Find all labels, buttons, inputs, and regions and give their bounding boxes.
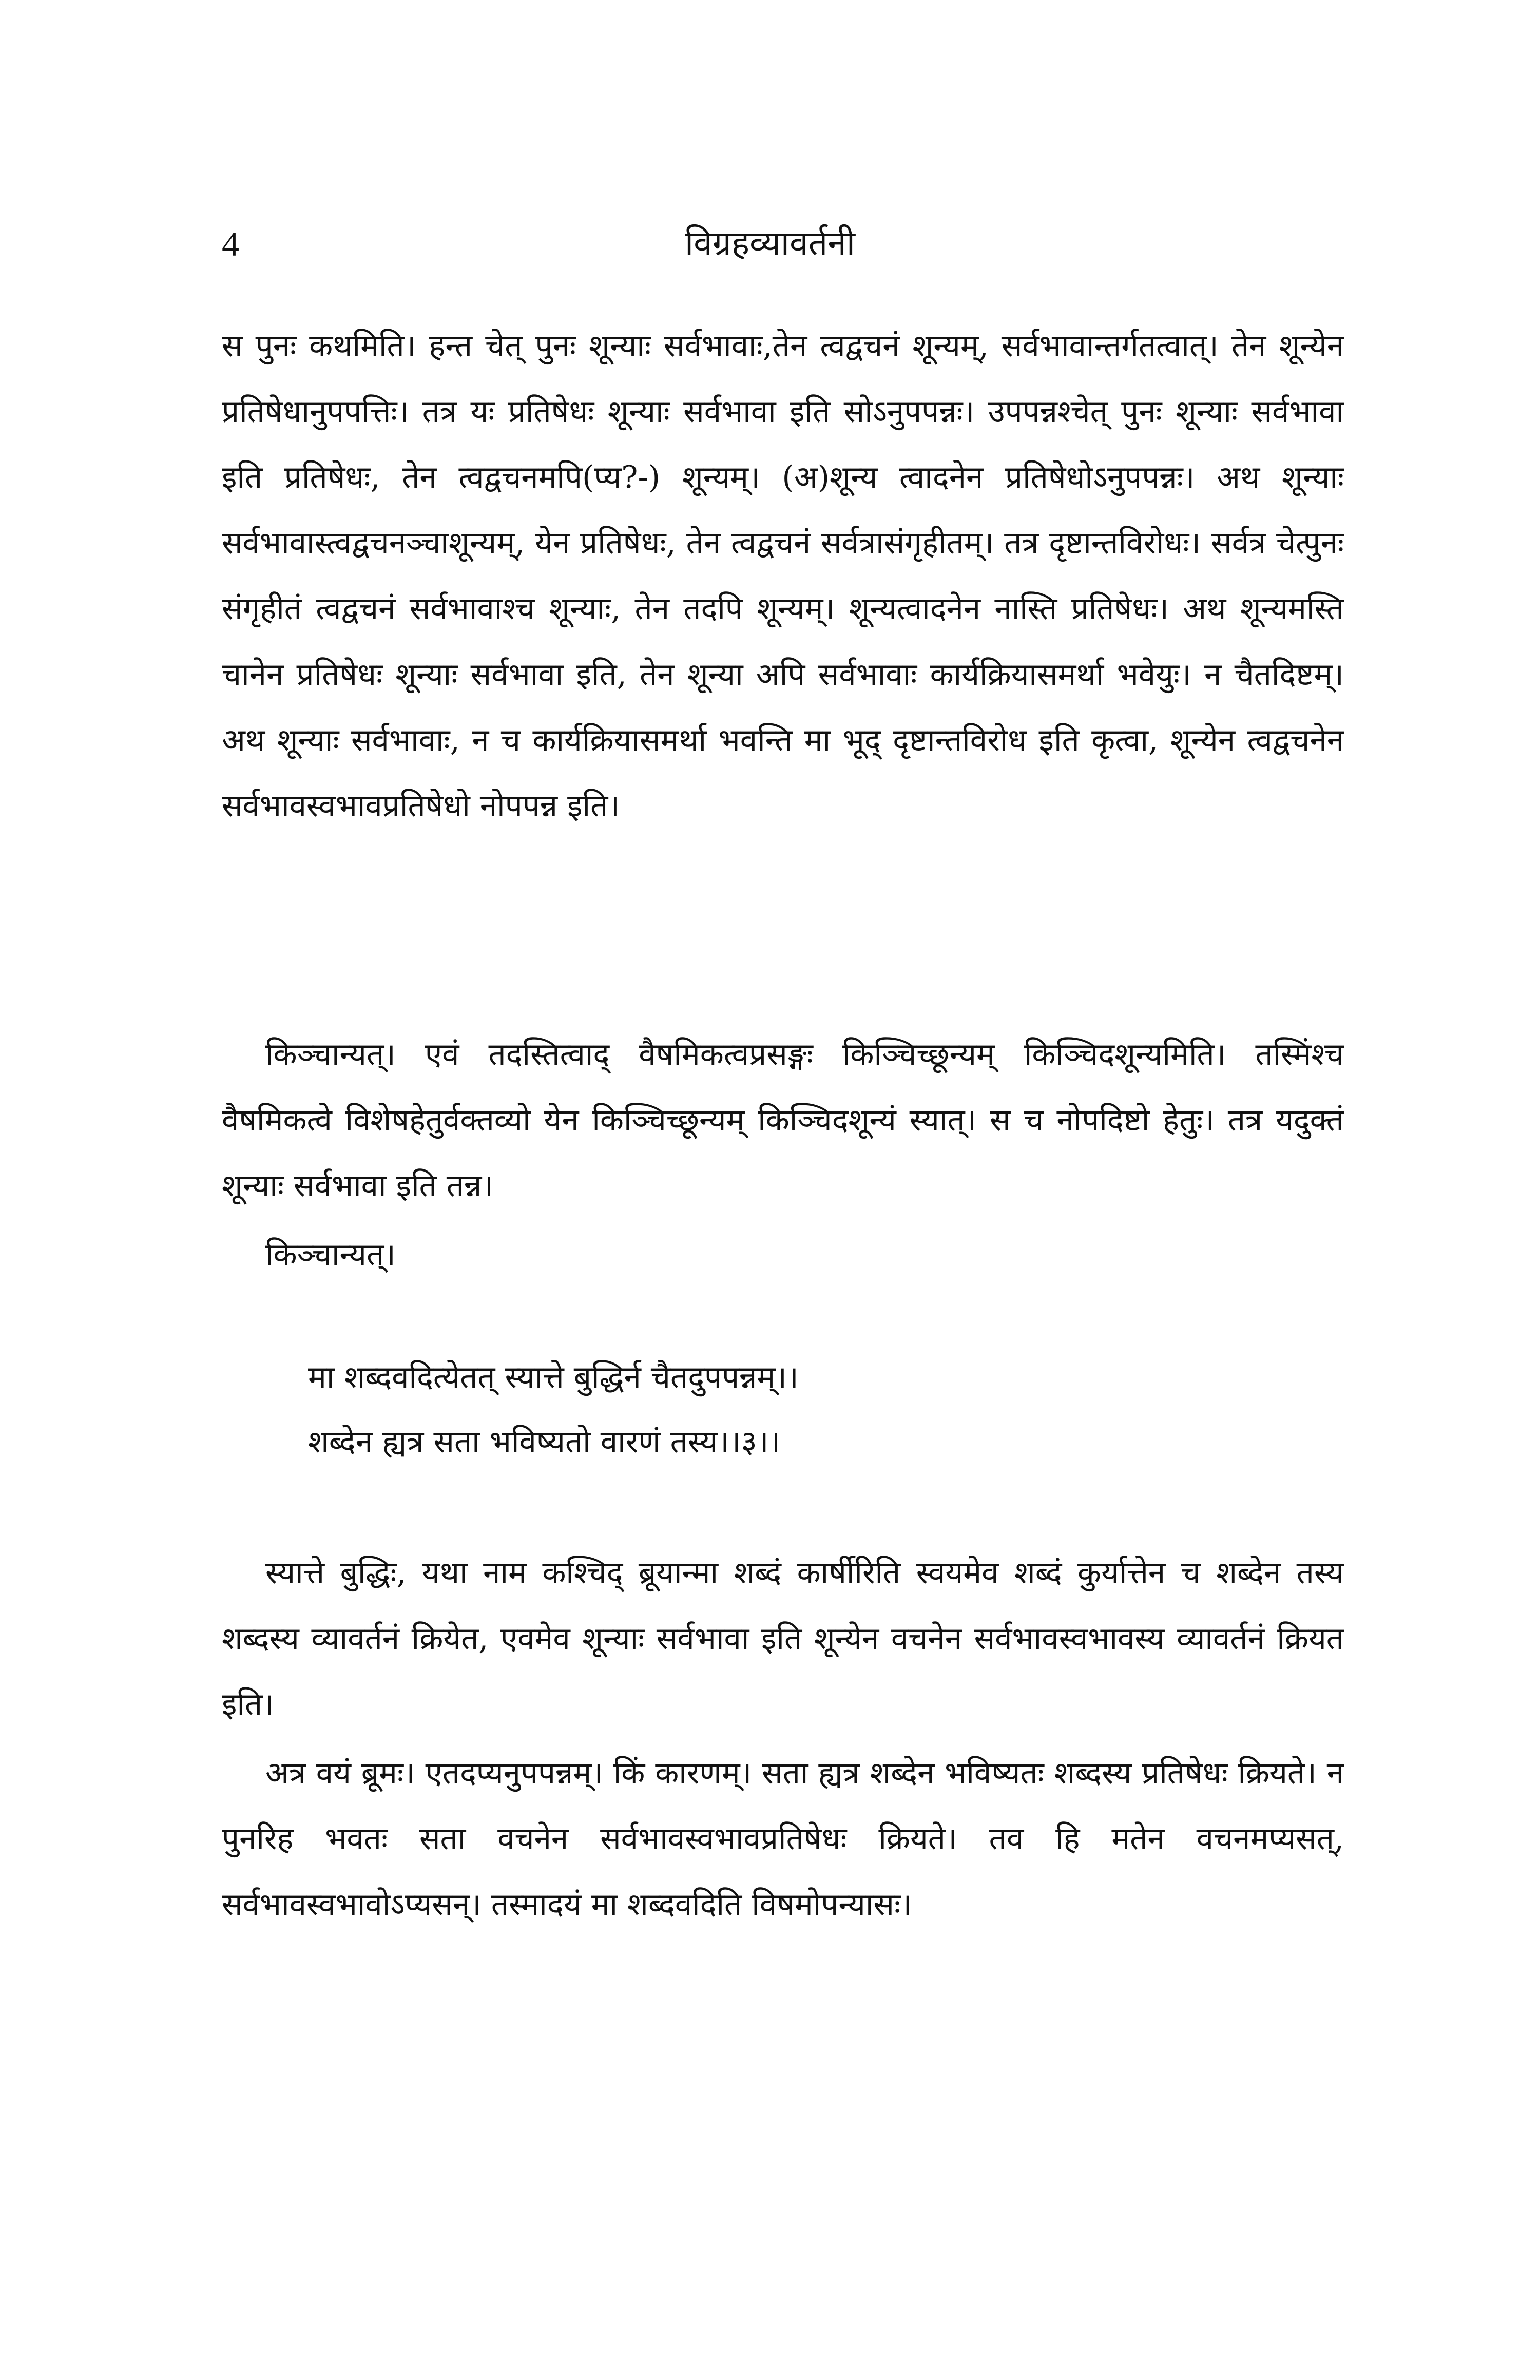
paragraph-2: किञ्चान्यत्। एवं तदस्तित्वाद् वैषमिकत्वप्रसङ्गः किञ्चिच्छून्यम् किञ्चिदशून्यमिति। तस्मिंश्च वैषमिकत्वे विशेषहेतुर्वक्तव्यो येन किञ्चिच्छून्यम् किञ्चिदशून्यं स्यात्। स च नोपदिष्टो हेतुः। तत्र यदुक्तं शून्याः सर्वभावा इति तन्न। [222,1037,1344,1204]
running-title: विग्रहव्यावर्तनी [684,223,856,263]
paragraph-3: किञ्चान्यत्। [265,1237,396,1273]
paragraph-1: स पुनः कथमिति। हन्त चेत् पुनः शून्याः सर्वभावाः,तेन त्वद्वचनं शून्यम्, सर्वभावान्तर्गतत्वात्। तेन शून्येन प्रतिषेधानुपपत्तिः। तत्र यः प्रतिषेधः शून्याः सर्वभावा इति सोऽनुपपन्नः। उपपन्नश्चेत् पुनः शून्याः सर्वभावा इति प्रतिषेधः, तेन त्वद्वचनमपि(प्य?-) शून्यम्। (अ)शून्य त्वादनेन प्रतिषेधोऽनुपपन्नः। अथ शून्याः सर्वभावास्त्वद्वचनञ्चाशून्यम्, येन प्रतिषेधः, तेन त्वद्वचनं सर्वत्रासंगृहीतम्। तत्र दृष्टान्तविरोधः। सर्वत्र चेत्पुनः संगृहीतं त्वद्वचनं सर्वभावाश्च शून्याः, तेन तदपि शून्यम्। शून्यत्वादनेन नास्ति प्रतिषेधः। अथ शून्यमस्ति चानेन प्रतिषेधः शून्याः सर्वभावा इति, तेन शून्या अपि सर्वभावाः कार्यक्रियासमर्था भवेयुः। न चैतदिष्टम्। अथ शून्याः सर्वभावाः, न च कार्यक्रियासमर्था भवन्ति मा भूद् दृष्टान्तविरोध इति कृत्वा, शून्येन त्वद्वचनेन सर्वभावस्वभावप्रतिषेधो नोपपन्न इति। [222,328,1344,824]
verse-line-2: शब्देन ह्यत्र सता भविष्यतो वारणं तस्य।।३।। [308,1424,781,1460]
verse-line-1: मा शब्दवदित्येतत् स्यात्ते बुद्धिर्न चैतदुपपन्नम्।। [308,1359,799,1395]
paragraph-5: अत्र वयं ब्रूमः। एतदप्यनुपपन्नम्। किं कारणम्। सता ह्यत्र शब्देन भविष्यतः शब्दस्य प्रतिषेधः क्रियते। न पुनरिह भवतः सता वचनेन सर्वभावस्वभावप्रतिषेधः क्रियते। तव हि मतेन वचनमप्यसत्, सर्वभावस्वभावोऽप्यसन्। तस्मादयं मा शब्दवदिति विषमोपन्यासः। [222,1755,1344,1923]
page-number: 4 [222,224,239,263]
paragraph-4: स्यात्ते बुद्धिः, यथा नाम कश्चिद् ब्रूयान्मा शब्दं कार्षीरिति स्वयमेव शब्दं कुर्यात्तेन च शब्देन तस्य शब्दस्य व्यावर्तनं क्रियेत, एवमेव शून्याः सर्वभावा इति शून्येन वचनेन सर्वभावस्वभावस्य व्यावर्तनं क्रियत इति। [222,1555,1344,1722]
